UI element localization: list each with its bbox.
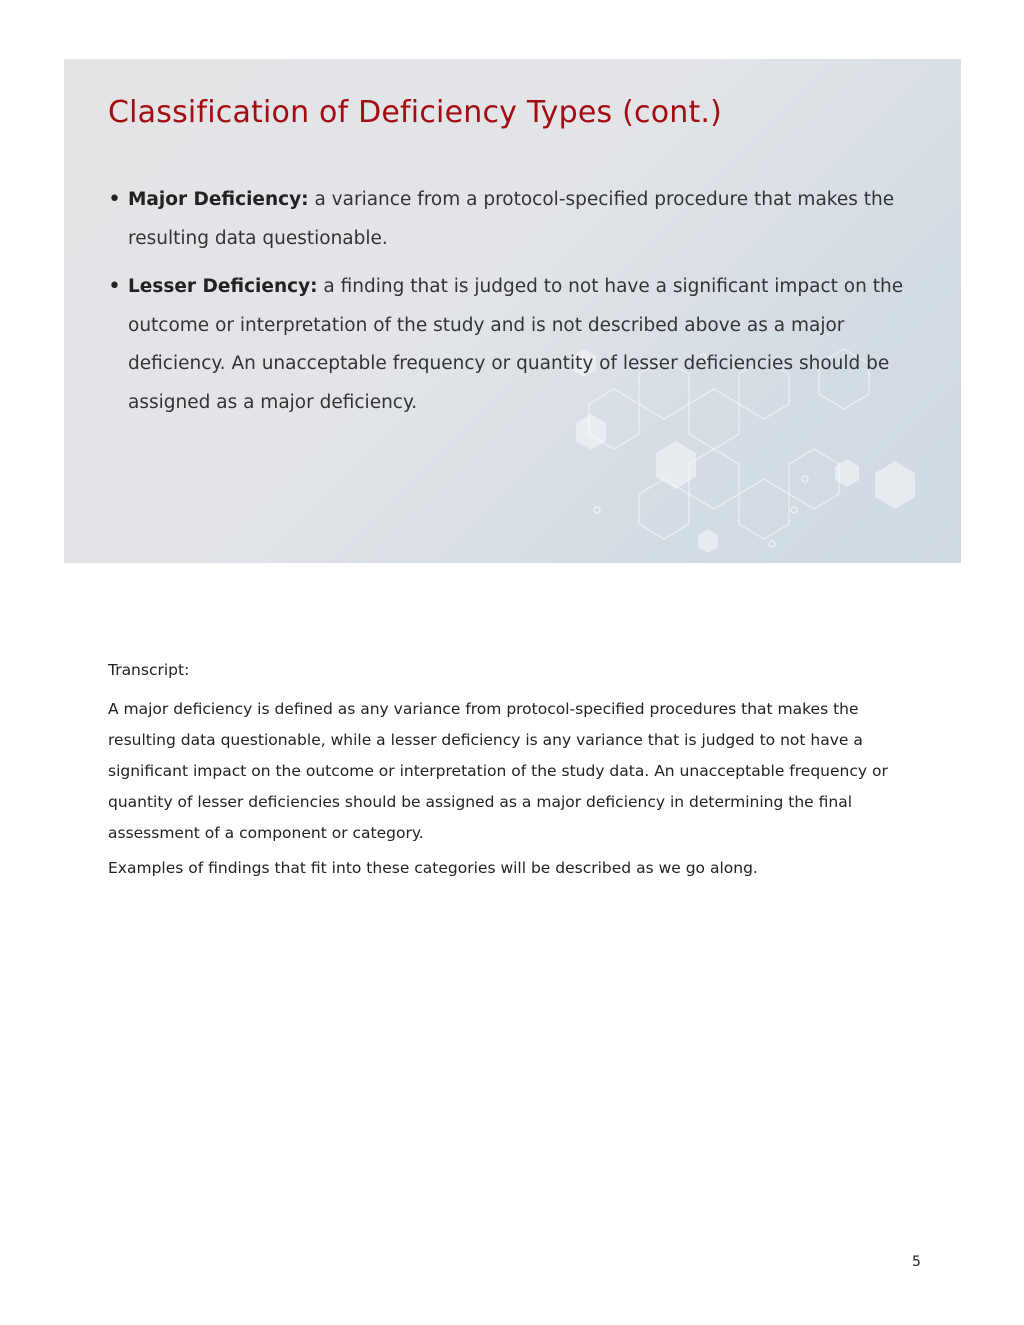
slide — [64, 59, 961, 563]
bullet-list — [108, 181, 908, 432]
bullet-term: Lesser Deficiency: — [128, 276, 318, 297]
bullet-term: Major Deficiency: — [128, 189, 309, 210]
slide-title: Classification of Deficiency Types (cont.) — [108, 95, 723, 130]
bullet-dot-icon: • — [108, 274, 121, 299]
page-number: 5 — [912, 1254, 921, 1270]
bullet-major-deficiency — [108, 181, 908, 258]
bullet-lesser-deficiency — [108, 268, 908, 422]
bullet-dot-icon: • — [108, 187, 121, 212]
bullet-text: a variance from a protocol-specified procedure that makes the resulting data questionable. — [128, 189, 895, 249]
transcript-paragraph: Examples of findings that fit into these categories will be described as we go along. — [108, 859, 758, 877]
transcript-section — [108, 660, 923, 888]
bullet-text: a finding that is judged to not have a significant impact on the outcome or interpretation of the study and is not described above as a major deficiency. An unacceptable frequency or quantity of lesser deficiencies should be assigned as a major deficiency. — [128, 276, 904, 413]
transcript-label: Transcript: — [108, 661, 190, 679]
transcript-paragraph: A major deficiency is defined as any variance from protocol-specified procedures that makes the resulting data questionable, while a lesser deficiency is any variance that is judged to not have a significant impact on the outcome or interpretation of the study data. An unacceptable frequency or quantity of lesser deficiencies should be assigned as a major deficiency in determining the final assessment of a component or category. — [108, 700, 888, 842]
